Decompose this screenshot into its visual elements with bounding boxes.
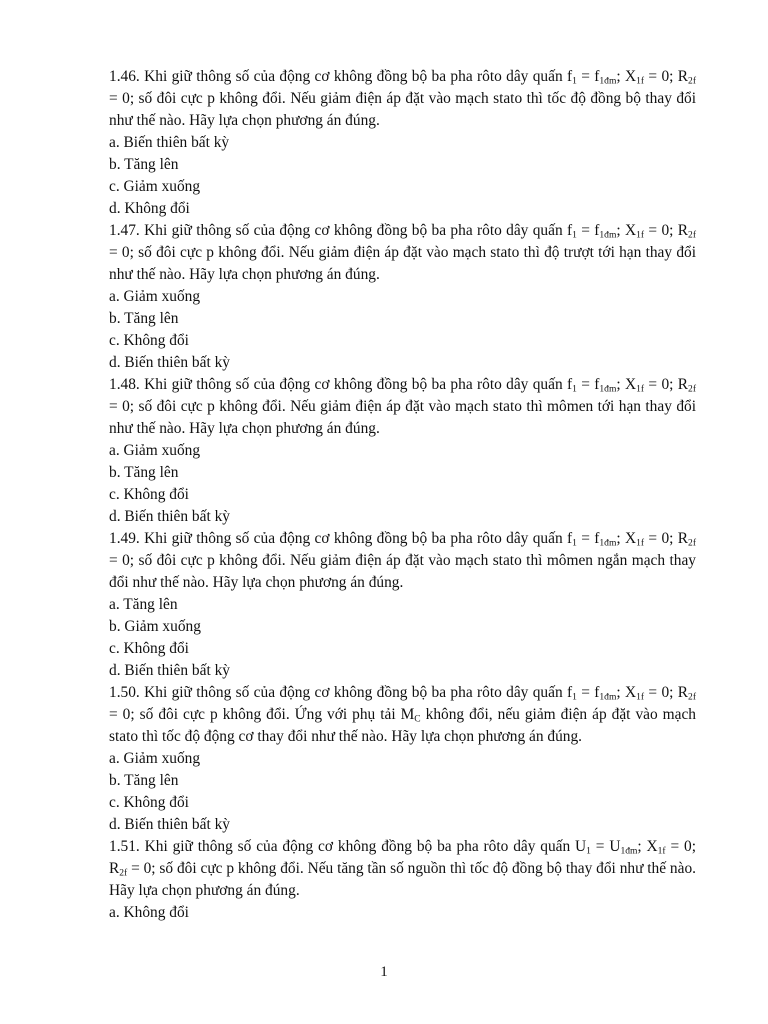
subscript: 1đm xyxy=(599,229,617,241)
question-block xyxy=(109,836,696,924)
subscript: 2f xyxy=(688,383,696,395)
question-text: = 0; R xyxy=(644,684,689,701)
question-text: ; X xyxy=(616,530,637,547)
question-text: = f xyxy=(576,222,600,239)
question-text: = 0; số đôi cực p không đổi. Ứng với phụ tải M xyxy=(109,706,415,723)
answer-option: b. Tăng lên xyxy=(109,464,179,481)
question-stem xyxy=(109,836,696,902)
subscript: 2f xyxy=(688,229,696,241)
question-stem xyxy=(109,528,696,594)
question-number: 1.49. xyxy=(109,530,140,547)
question-number: 1.48. xyxy=(109,376,140,393)
subscript: 1f xyxy=(657,845,666,857)
subscript: 1f xyxy=(636,691,645,703)
question-number: 1.51. xyxy=(109,838,140,855)
answer-option: b. Tăng lên xyxy=(109,156,179,173)
subscript: 2f xyxy=(119,867,128,879)
subscript: 1 xyxy=(572,537,577,549)
question-text: = f xyxy=(576,68,600,85)
answer-option: c. Không đổi xyxy=(109,640,189,657)
question-text: = 0; số đôi cực p không đổi. Nếu giảm điện áp đặt vào mạch stato thì mômen tới hạn thay đổi như thế nào. Hãy lựa chọn phương án đúng. xyxy=(109,398,696,437)
answer-option: a. Biến thiên bất kỳ xyxy=(109,134,230,151)
question-block xyxy=(109,66,696,220)
question-number: 1.47. xyxy=(109,222,140,239)
question-text: = 0; R xyxy=(644,530,689,547)
answer-option: d. Biến thiên bất kỳ xyxy=(109,662,230,679)
question-text: Khi giữ thông số của động cơ không đồng bộ ba pha rôto dây quấn f xyxy=(139,376,573,393)
question-text: Khi giữ thông số của động cơ không đồng bộ ba pha rôto dây quấn f xyxy=(139,222,573,239)
answer-option: d. Biến thiên bất kỳ xyxy=(109,508,230,525)
question-text: = 0; số đôi cực p không đổi. Nếu giảm điện áp đặt vào mạch stato thì tốc độ đồng bộ thay đổi như thế nào. Hãy lựa chọn phương án đúng. xyxy=(109,90,696,129)
question-text: = 0; R xyxy=(109,838,696,877)
question-text: = 0; số đôi cực p không đổi. Nếu giảm điện áp đặt vào mạch stato thì mômen ngắn mạch thay đổi như thế nào. Hãy lựa chọn phương án đúng. xyxy=(109,552,696,591)
answer-option: c. Không đổi xyxy=(109,332,189,349)
question-text: Khi giữ thông số của động cơ không đồng bộ ba pha rôto dây quấn f xyxy=(139,530,573,547)
subscript: 2f xyxy=(688,691,696,703)
answer-option: b. Tăng lên xyxy=(109,310,179,327)
question-list xyxy=(109,66,696,924)
answer-option: a. Giảm xuống xyxy=(109,750,201,767)
answer-option: a. Giảm xuống xyxy=(109,442,201,459)
question-text: = 0; số đôi cực p không đổi. Nếu tăng tần số nguồn thì tốc độ đồng bộ thay đổi như thế nào. Hãy lựa chọn phương án đúng. xyxy=(109,860,696,899)
subscript: 1f xyxy=(636,229,645,241)
question-text: = 0; R xyxy=(644,68,689,85)
subscript: 1đm xyxy=(599,537,617,549)
question-text: ; X xyxy=(616,222,637,239)
answer-option: c. Không đổi xyxy=(109,486,189,503)
subscript: 1đm xyxy=(599,75,617,87)
answer-option: a. Tăng lên xyxy=(109,596,178,613)
question-stem xyxy=(109,220,696,286)
subscript: 1 xyxy=(572,691,577,703)
answer-option: c. Không đổi xyxy=(109,794,189,811)
question-number: 1.50. xyxy=(109,684,140,701)
answer-option: c. Giảm xuống xyxy=(109,178,201,195)
subscript: 1f xyxy=(636,537,645,549)
question-text: Khi giữ thông số của động cơ không đồng bộ ba pha rôto dây quấn U xyxy=(139,838,587,855)
question-block xyxy=(109,374,696,528)
subscript: 2f xyxy=(688,75,696,87)
answer-option: a. Giảm xuống xyxy=(109,288,201,305)
subscript: 1 xyxy=(586,845,591,857)
subscript: 1đm xyxy=(599,691,617,703)
subscript: C xyxy=(414,713,421,725)
subscript: 2f xyxy=(688,537,696,549)
question-text: Khi giữ thông số của động cơ không đồng bộ ba pha rôto dây quấn f xyxy=(139,68,573,85)
subscript: 1 xyxy=(572,75,577,87)
question-text: = 0; R xyxy=(644,222,689,239)
question-text: ; X xyxy=(637,838,658,855)
answer-option: b. Tăng lên xyxy=(109,772,179,789)
subscript: 1 xyxy=(572,383,577,395)
answer-option: d. Không đổi xyxy=(109,200,190,217)
question-text: ; X xyxy=(616,68,637,85)
question-text: ; X xyxy=(616,684,637,701)
question-stem xyxy=(109,374,696,440)
page-number: 1 xyxy=(380,964,388,980)
subscript: 1f xyxy=(636,383,645,395)
question-stem xyxy=(109,682,696,748)
question-block xyxy=(109,220,696,374)
answer-option: d. Biến thiên bất kỳ xyxy=(109,354,230,371)
answer-option: b. Giảm xuống xyxy=(109,618,201,635)
question-text: = f xyxy=(576,684,600,701)
question-text: Khi giữ thông số của động cơ không đồng bộ ba pha rôto dây quấn f xyxy=(139,684,573,701)
subscript: 1đm xyxy=(620,845,638,857)
subscript: 1 xyxy=(572,229,577,241)
question-text: = U xyxy=(590,838,621,855)
question-text: = 0; R xyxy=(644,376,689,393)
question-text: = f xyxy=(576,376,600,393)
question-text: không đổi, nếu giảm điện áp đặt vào mạch stato thì tốc độ động cơ thay đổi như thế nào. Hãy lựa chọn phương án đúng. xyxy=(109,706,696,745)
question-block xyxy=(109,682,696,836)
question-number: 1.46. xyxy=(109,68,140,85)
subscript: 1đm xyxy=(599,383,617,395)
answer-option: a. Không đổi xyxy=(109,904,189,921)
subscript: 1f xyxy=(636,75,645,87)
question-text: = 0; số đôi cực p không đổi. Nếu giảm điện áp đặt vào mạch stato thì độ trượt tới hạn thay đổi như thế nào. Hãy lựa chọn phương án đúng. xyxy=(109,244,696,283)
question-stem xyxy=(109,66,696,132)
question-text: = f xyxy=(576,530,600,547)
answer-option: d. Biến thiên bất kỳ xyxy=(109,816,230,833)
question-block xyxy=(109,528,696,682)
question-text: ; X xyxy=(616,376,637,393)
